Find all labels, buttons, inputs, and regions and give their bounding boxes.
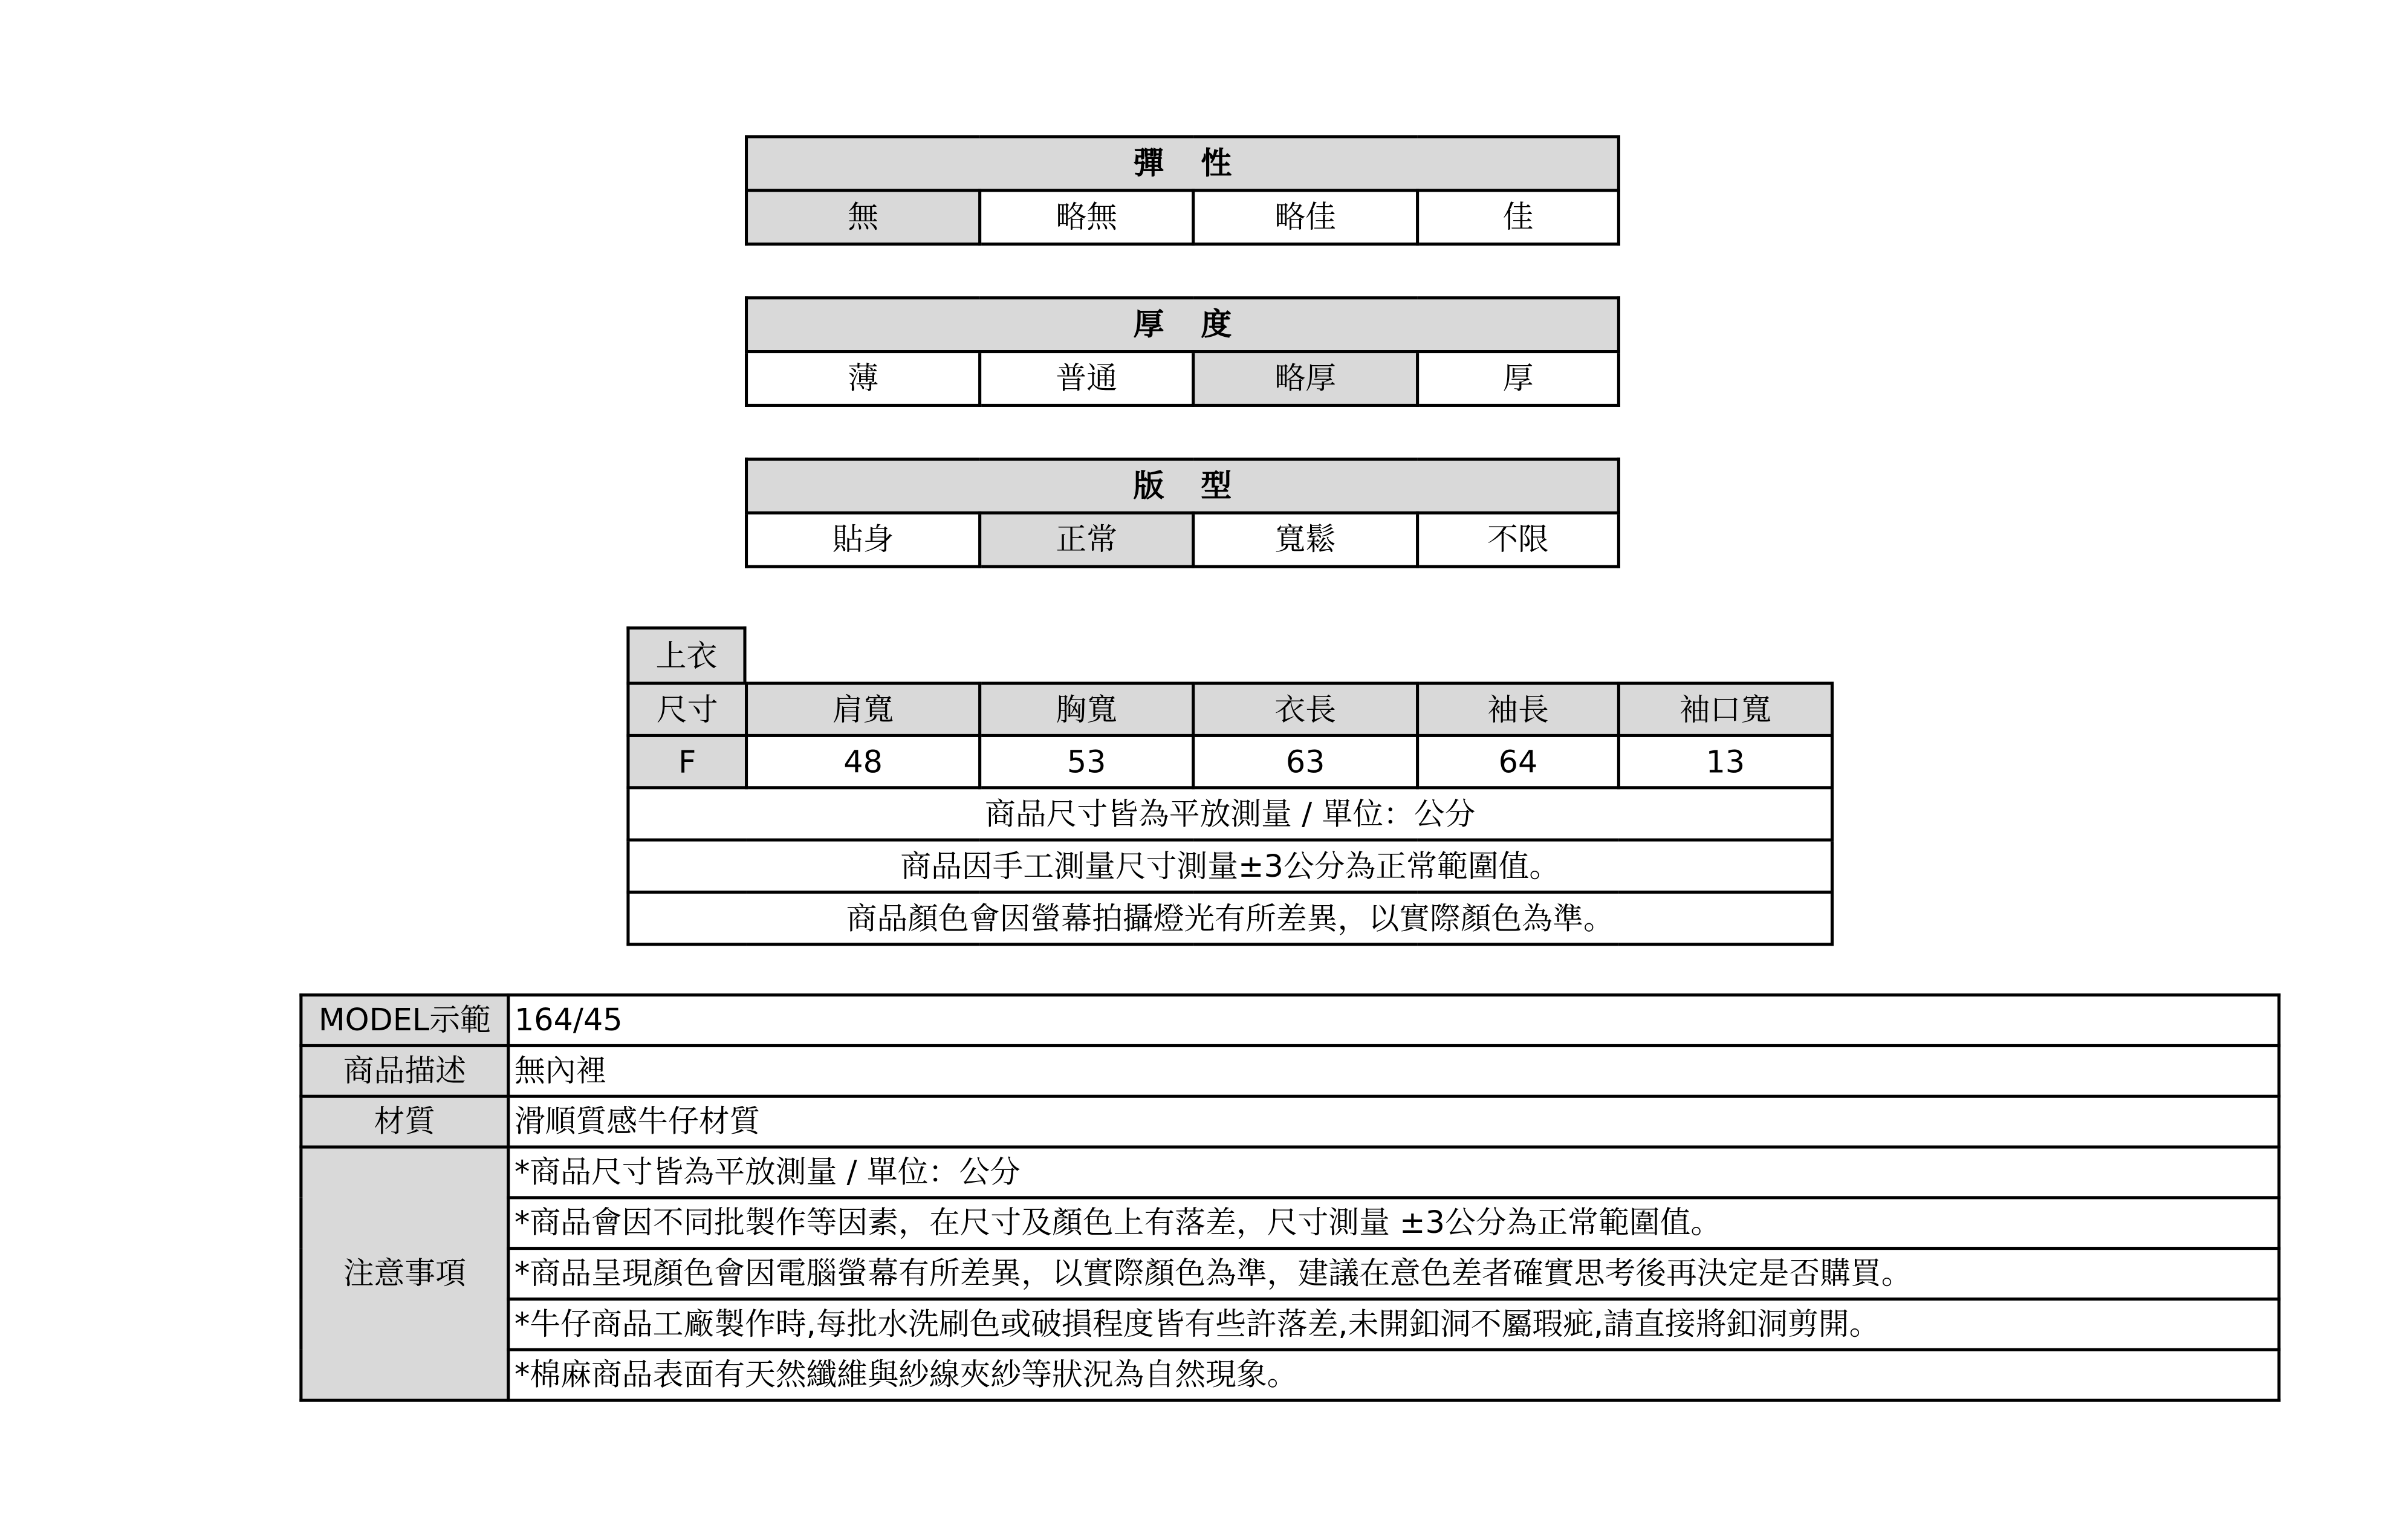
- thickness-options-row: [747, 352, 1619, 406]
- note-item: *棉麻商品表面有天然纖維與紗線夾紗等狀況為自然現象。: [508, 1350, 2279, 1400]
- model-value: 164/45: [508, 995, 2279, 1046]
- measurement-cell: 64: [1418, 735, 1619, 787]
- elasticity-title: 彈性: [747, 137, 1619, 190]
- size-note: 商品因手工測量尺寸測量±3公分為正常範圍值。: [628, 840, 1832, 892]
- elasticity-option: 無: [747, 190, 980, 244]
- fit-title: 版型: [747, 459, 1619, 513]
- column-header: 袖口寬: [1618, 683, 1832, 735]
- fit-option: 正常: [980, 513, 1193, 567]
- measurement-cell: 13: [1618, 735, 1832, 787]
- elasticity-option: 佳: [1418, 190, 1619, 244]
- fit-option: 寬鬆: [1193, 513, 1418, 567]
- material-value: 滑順質感牛仔材質: [508, 1096, 2279, 1147]
- size-label: F: [628, 735, 747, 787]
- column-header: 衣長: [1193, 683, 1418, 735]
- notes-label: 注意事項: [301, 1147, 508, 1400]
- note-item: *商品呈現顏色會因電腦螢幕有所差異，以實際顏色為準，建議在意色差者確實思考後再決定是否購買。: [508, 1249, 2279, 1299]
- size-note: 商品尺寸皆為平放測量 / 單位：公分: [628, 788, 1832, 840]
- size-note: 商品顏色會因螢幕拍攝燈光有所差異，以實際顏色為準。: [628, 892, 1832, 944]
- product-info-table: [299, 993, 2280, 1402]
- material-label: 材質: [301, 1096, 508, 1147]
- fit-rating-table: [745, 458, 1620, 568]
- thickness-option: 略厚: [1193, 352, 1418, 406]
- model-label: MODEL示範: [301, 995, 508, 1046]
- elasticity-option: 略無: [980, 190, 1193, 244]
- thickness-option: 厚: [1418, 352, 1619, 406]
- elasticity-rating-table: [745, 135, 1620, 245]
- fit-option: 貼身: [747, 513, 980, 567]
- column-header: 肩寬: [747, 683, 980, 735]
- size-chart-header-row: [628, 683, 1832, 735]
- measurement-cell: 63: [1193, 735, 1418, 787]
- thickness-option: 普通: [980, 352, 1193, 406]
- fit-options-row: [747, 513, 1619, 567]
- column-header: 胸寬: [980, 683, 1193, 735]
- thickness-title: 厚度: [747, 298, 1619, 352]
- thickness-option: 薄: [747, 352, 980, 406]
- size-header: 尺寸: [628, 683, 747, 735]
- description-label: 商品描述: [301, 1045, 508, 1096]
- description-value: 無內裡: [508, 1045, 2279, 1096]
- measurement-cell: 48: [747, 735, 980, 787]
- elasticity-option: 略佳: [1193, 190, 1418, 244]
- note-item: *商品會因不同批製作等因素，在尺寸及顏色上有落差，尺寸測量 ±3公分為正常範圍值。: [508, 1198, 2279, 1249]
- fit-option: 不限: [1418, 513, 1619, 567]
- size-chart-tab: 上衣: [626, 626, 746, 681]
- size-chart-table: [626, 682, 1834, 946]
- measurement-cell: 53: [980, 735, 1193, 787]
- thickness-rating-table: [745, 296, 1620, 407]
- note-item: *牛仔商品工廠製作時,每批水洗刷色或破損程度皆有些許落差,未開釦洞不屬瑕疵,請直接將釦洞剪開。: [508, 1299, 2279, 1350]
- table-row: [628, 735, 1832, 787]
- elasticity-options-row: [747, 190, 1619, 244]
- note-item: *商品尺寸皆為平放測量 / 單位：公分: [508, 1147, 2279, 1198]
- column-header: 袖長: [1418, 683, 1619, 735]
